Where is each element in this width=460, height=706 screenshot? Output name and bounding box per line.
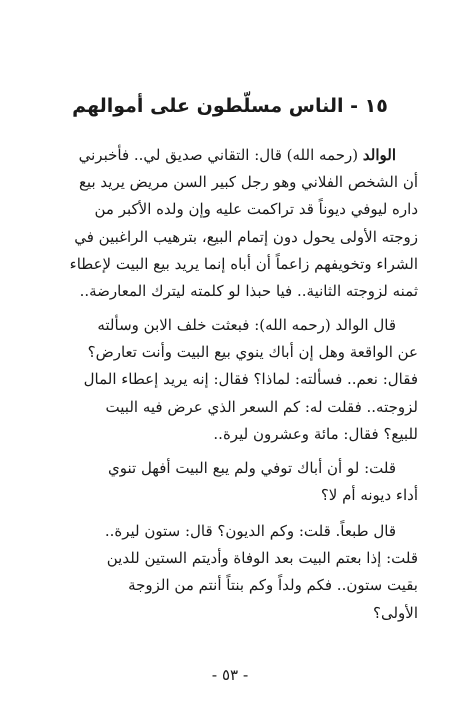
paragraph-4 <box>44 518 418 627</box>
paragraph-line-text: (رحمه الله) قال: التقاني صديق لي.. فأخبرني <box>78 146 359 164</box>
paragraph-line: قلت: إذا بعتم البيت بعد الوفاة وأديتم الستين للدين <box>106 549 418 568</box>
paragraph-line: داره ليوفي ديوناً قد تراكمت عليه وإن ولده الأكبر من <box>94 200 418 219</box>
paragraph-line: أن الشخص الفلاني وهو رجل كبير السن مريض يريد بيع <box>78 173 418 192</box>
paragraph-line: قال الوالد (رحمه الله): فبعثت خلف الابن وسألته <box>97 316 396 334</box>
paragraph-line: الأولى؟ <box>373 603 418 622</box>
paragraph-line: للبيع؟ فقال: مائة وعشرون ليرة.. <box>213 424 418 443</box>
paragraph-1 <box>44 142 418 305</box>
paragraph-line: قلت: لو أن أباك توفي ولم يبع البيت أفهل تنوي <box>107 459 396 477</box>
paragraph-line: عن الواقعة وهل إن أباك ينوي بيع البيت وأنت تعارض؟ <box>87 343 418 362</box>
paragraph-line: الشراء وتخويفهم زاعماً أن أباه إنما يريد بيع البيت لإعطاء <box>69 254 418 273</box>
paragraph-line: بقيت ستون.. فكم ولداً وكم بنتاً أنتم من الزوجة <box>128 576 418 595</box>
paragraph-line: فقال: نعم.. فسألته: لماذا؟ فقال: إنه يريد إعطاء المال <box>83 370 418 389</box>
paragraph-line: أداء ديونه أم لا؟ <box>320 486 418 505</box>
page-number: - ٥٣ - <box>211 666 249 684</box>
paragraph-line: لزوجته.. فقلت له: كم السعر الذي عرض فيه البيت <box>105 397 418 416</box>
paragraph-2 <box>44 312 418 448</box>
paragraph-line <box>44 142 418 169</box>
paragraph-line: زوجته الأولى يحول دون إتمام البيع، بترهيب الراغبين في <box>74 227 418 246</box>
speaker-lead: الوالد <box>362 146 396 164</box>
paragraph-line: ثمنه لزوجته الثانية.. فيا حبذا لو كلمته ليترك المعارضة.. <box>79 282 418 301</box>
section-title: ١٥ - الناس مسلّطون على أموالهم <box>72 95 388 117</box>
paragraph-3 <box>44 455 418 509</box>
paragraph-line: قال طبعاً. قلت: وكم الديون؟ قال: ستون ليرة.. <box>104 522 396 540</box>
